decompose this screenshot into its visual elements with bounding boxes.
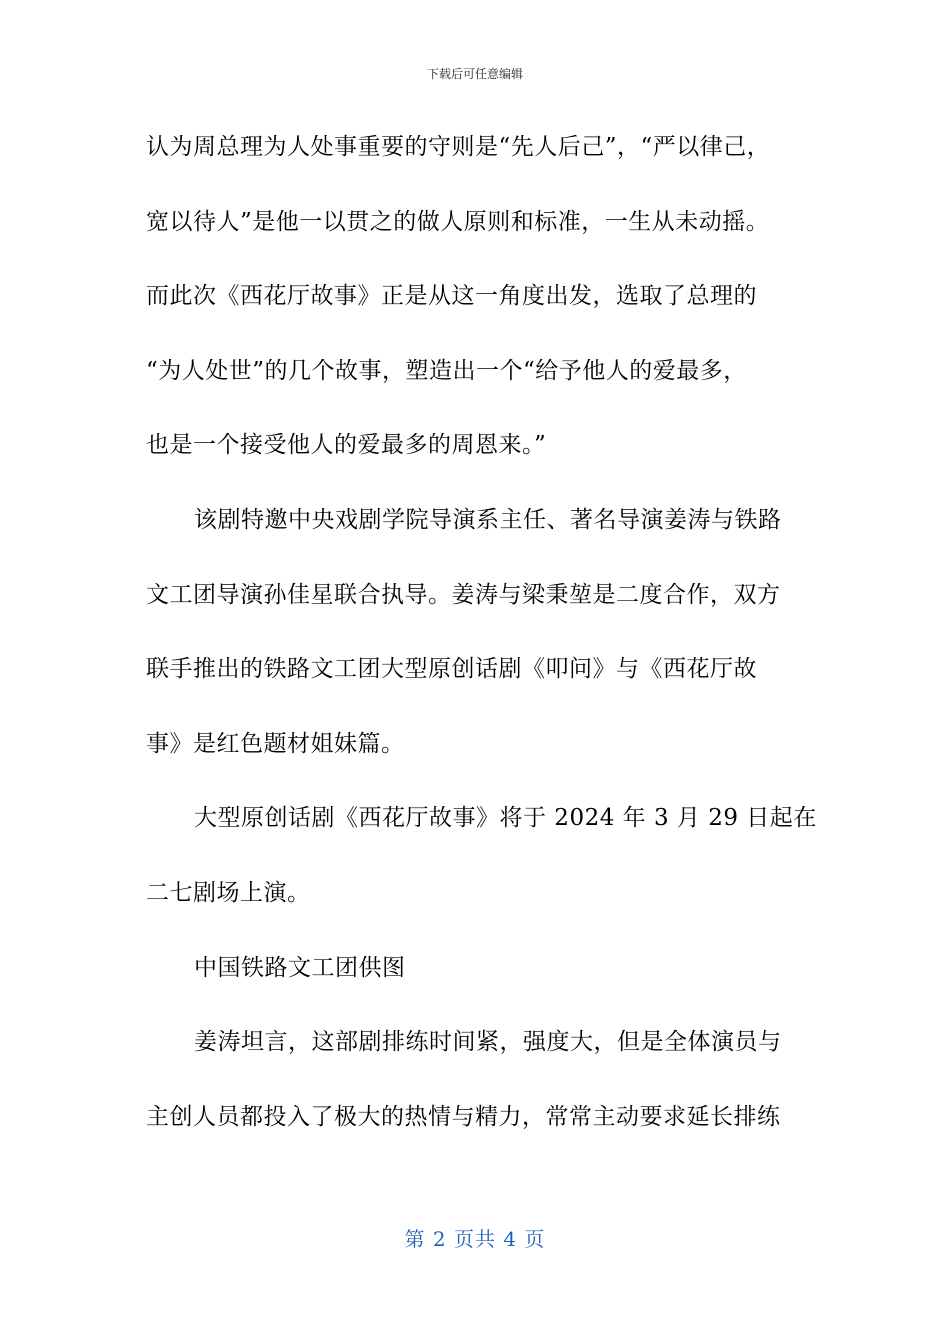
text-line: 而此次《西花厅故事》正是从这一角度出发，选取了总理的 [146,283,757,310]
text-line: 也是一个接受他人的爱最多的周恩来。” [146,432,547,459]
page-number-footer: 第 2 页共 4 页 [404,1227,546,1251]
text-line: 事》是红色题材姐妹篇。 [146,730,405,757]
text-line: 认为周总理为人处事重要的守则是“先人后己”，“严以律己， [146,134,771,160]
document-body [146,120,817,1164]
text-line: 联手推出的铁路文工团大型原创话剧《叩问》与《西花厅故 [146,656,757,683]
text-line: 宽以待人”是他一以贯之的做人原则和标准，一生从未动摇。 [146,208,770,235]
paragraph-start-line: 姜涛坦言，这部剧排练时间紧，强度大，但是全体演员与 [194,1029,782,1056]
text-line: “为人处世”的几个故事，塑造出一个“给予他人的爱最多， [146,357,747,384]
paragraph-start-line: 大型原创话剧《西花厅故事》将于 2024 年 3 月 29 日起在 [194,805,817,832]
text-line: 二七剧场上演。 [146,879,311,906]
text-line: 文工团导演孙佳星联合执导。姜涛与梁秉堃是二度合作，双方 [146,581,781,608]
photo-credit-line: 中国铁路文工团供图 [194,954,406,981]
paragraph-start-line: 该剧特邀中央戏剧学院导演系主任、著名导演姜涛与铁路 [194,506,782,533]
page-header: 下载后可任意编辑 [426,67,523,81]
text-line: 主创人员都投入了极大的热情与精力，常常主动要求延长排练 [146,1103,781,1130]
